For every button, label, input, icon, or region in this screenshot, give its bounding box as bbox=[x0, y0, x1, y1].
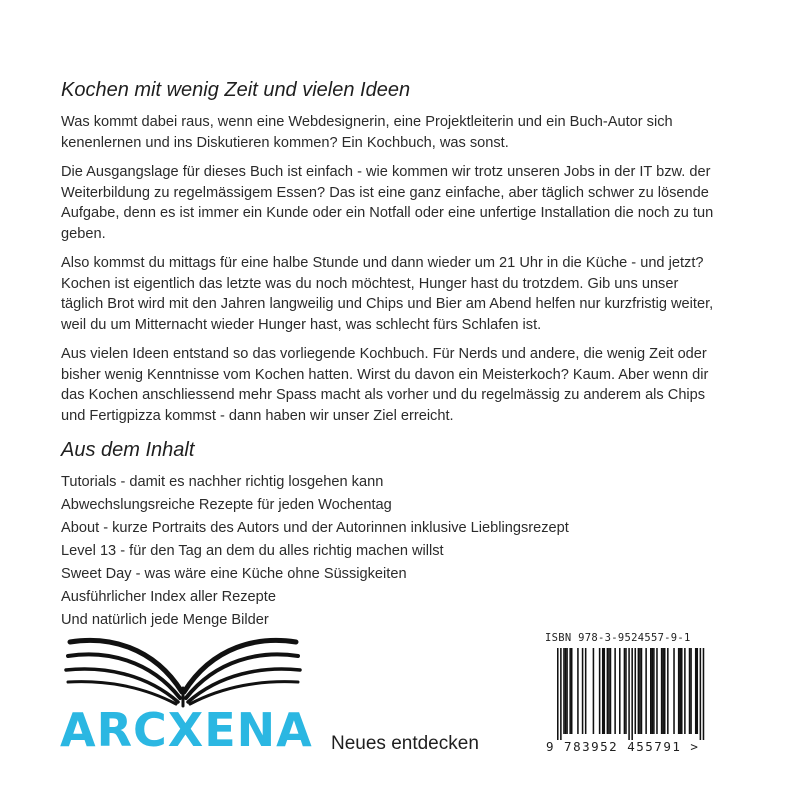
paragraph-2: Die Ausgangslage für dieses Buch ist einfach - wie kommen wir trotz unseren Jobs in der IT bzw. der Weiterbildung zu regelmässigem Essen? Das ist eine ganz einfache, aber täglich schwer zu lösende Aufgabe, denn es ist immer ein Kunde oder ein Notfall oder eine unfertige Installation die noch zu tun geben. bbox=[61, 164, 714, 242]
barcode-bar bbox=[664, 648, 666, 734]
barcode-bar bbox=[563, 648, 565, 734]
barcode-bar bbox=[700, 648, 702, 740]
section-heading-contents: Aus dem Inhalt bbox=[61, 439, 195, 461]
ean-digits: 9 783952 455791 > bbox=[546, 739, 700, 754]
barcode-bar bbox=[560, 648, 562, 740]
barcode-bar bbox=[641, 648, 643, 734]
isbn-label: ISBN 978-3-9524557-9-1 bbox=[545, 632, 691, 644]
barcode-bar bbox=[695, 648, 697, 734]
barcode-bar bbox=[557, 648, 559, 740]
back-cover-text bbox=[61, 78, 721, 633]
barcode-bar bbox=[607, 648, 609, 734]
publisher-slogan: Neues entdecken bbox=[331, 733, 479, 754]
barcode-bar bbox=[604, 648, 606, 734]
barcode-bar bbox=[639, 648, 641, 734]
list-item: Tutorials - damit es nachher richtig losgehen kann bbox=[61, 474, 384, 490]
list-item: Und natürlich jede Menge Bilder bbox=[61, 612, 269, 628]
barcode-bar bbox=[662, 648, 664, 734]
barcode-bar bbox=[673, 648, 675, 734]
barcode-bar bbox=[585, 648, 587, 734]
barcode-bar bbox=[566, 648, 568, 734]
barcode-bar bbox=[571, 648, 573, 734]
publisher-logo bbox=[58, 636, 313, 766]
barcode-bar bbox=[608, 648, 610, 734]
barcode-bar bbox=[619, 648, 621, 734]
barcode-bar bbox=[697, 648, 699, 734]
contents-list bbox=[61, 472, 721, 631]
paragraph-4: Aus vielen Ideen entstand so das vorliegende Kochbuch. Für Nerds und andere, die wenig Zeit oder bisher wenig Kenntnisse vom Kochen hatten. Wirst du davon ein Meisterkoch? Kaum. Aber wenn dir das Kochen anschliessend mehr Spass macht als vorher und du regelmässig zu anderem als Chips und Fertigpizza kommst - dann haben wir unser Ziel erreicht. bbox=[61, 346, 709, 424]
section-heading-intro: Kochen mit wenig Zeit und vielen Ideen bbox=[61, 79, 411, 101]
barcode-bar bbox=[661, 648, 663, 734]
barcode-bar bbox=[599, 648, 601, 734]
barcode-bar bbox=[610, 648, 612, 734]
list-item: Sweet Day - was wäre eine Küche ohne Süssigkeiten bbox=[61, 566, 407, 582]
barcode-bar bbox=[678, 648, 680, 734]
barcode-bar bbox=[650, 648, 652, 734]
barcode-bar bbox=[565, 648, 567, 734]
barcode-bar bbox=[569, 648, 571, 734]
logo-wordmark: ARCXENA bbox=[60, 703, 313, 757]
barcode-bar bbox=[635, 648, 637, 734]
list-item: Level 13 - für den Tag an dem du alles richtig machen willst bbox=[61, 543, 444, 559]
barcode-graphic bbox=[543, 648, 718, 740]
barcode-bar bbox=[593, 648, 595, 734]
paragraph-3: Also kommst du mittags für eine halbe Stunde und dann wieder um 21 Uhr in die Küche - und jetzt? Kochen ist eigentlich das letzte was du noch möchtest, Hunger hast du trotzdem. Gib uns unser täglich Brot wird mit den Jahren langweilig und Chips und Bier am Abend helfen nur kurzfristig weiter, weil du um Mitternacht wieder Hunger hast, was schlecht fürs Schlafen ist. bbox=[61, 255, 714, 333]
list-item: Abwechslungsreiche Rezepte für jeden Wochentag bbox=[61, 497, 392, 513]
barcode-bar bbox=[667, 648, 669, 734]
barcode-bar bbox=[681, 648, 683, 734]
isbn-barcode bbox=[543, 632, 718, 764]
barcode-bar bbox=[689, 648, 691, 734]
list-item: Ausführlicher Index aller Rezepte bbox=[61, 589, 276, 605]
barcode-bar bbox=[628, 648, 630, 740]
barcode-bar bbox=[653, 648, 655, 734]
barcode-bar bbox=[638, 648, 640, 734]
list-item: About - kurze Portraits des Autors und der Autorinnen inklusive Lieblingsrezept bbox=[61, 520, 569, 536]
barcode-bar bbox=[656, 648, 658, 734]
barcode-bar bbox=[684, 648, 686, 734]
barcode-bar bbox=[602, 648, 604, 734]
barcode-bar bbox=[690, 648, 692, 734]
barcode-bar bbox=[703, 648, 705, 740]
barcode-bar bbox=[614, 648, 616, 734]
barcode-bar bbox=[679, 648, 681, 734]
barcode-bar bbox=[652, 648, 654, 734]
barcode-bar bbox=[624, 648, 626, 734]
barcode-bar bbox=[625, 648, 627, 734]
barcode-bar bbox=[582, 648, 584, 734]
paragraph-1: Was kommt dabei raus, wenn eine Webdesignerin, eine Projektleiterin und ein Buch-Autor sich kenenlernen und ins Diskutieren kommen? Ein Kochbuch, was sonst. bbox=[61, 114, 673, 151]
open-book-icon bbox=[58, 636, 308, 708]
barcode-bar bbox=[645, 648, 647, 734]
barcode-bar bbox=[577, 648, 579, 734]
barcode-bar bbox=[631, 648, 633, 740]
